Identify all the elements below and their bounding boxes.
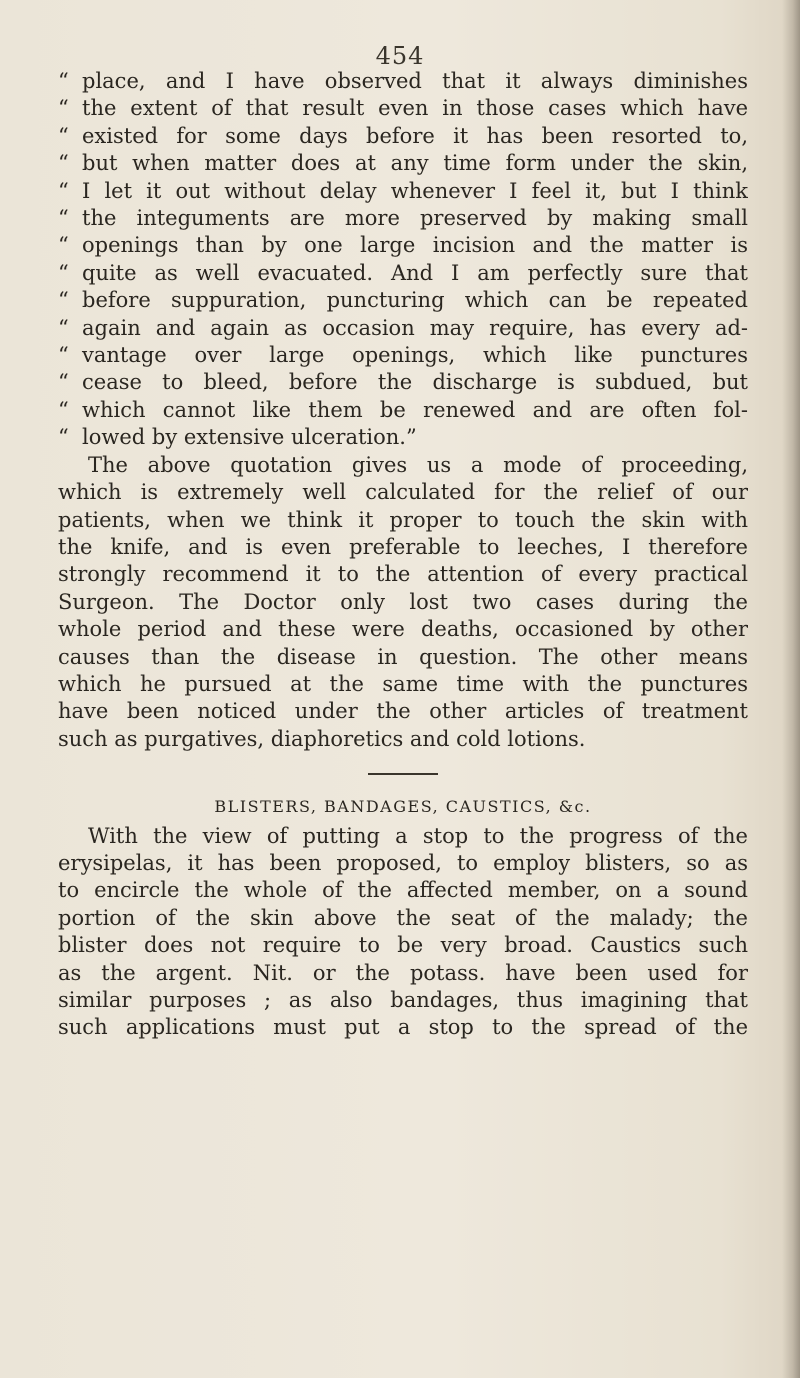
- text-line: such as purgatives, diaphoretics and cold lotions.: [58, 726, 586, 751]
- text-line: to encircle the whole of the affected member, on a sound: [58, 878, 748, 903]
- page-number: 454: [375, 42, 425, 70]
- text-line: Surgeon. The Doctor only lost two cases during the: [58, 589, 748, 614]
- quote-mark: “: [58, 233, 69, 258]
- text-line: the knife, and is even preferable to leeches, I therefore: [58, 534, 748, 559]
- quote-mark: “: [58, 69, 69, 93]
- quotation-block: [58, 68, 748, 452]
- quote-mark: “: [58, 178, 69, 203]
- quoted-line-text: before suppuration, puncturing which can be repeated: [82, 288, 748, 313]
- quote-mark: “: [58, 151, 69, 176]
- quote-mark: “: [58, 96, 69, 121]
- section-heading: BLISTERS, BANDAGES, CAUSTICS, &c.: [214, 797, 592, 817]
- quoted-line: [58, 68, 748, 95]
- text-line: whole period and these were deaths, occasioned by other: [58, 617, 748, 642]
- quoted-line-text: vantage over large openings, which like punctures: [82, 343, 748, 368]
- section-divider: [368, 773, 438, 775]
- quoted-line-text: the extent of that result even in those cases which have: [82, 96, 748, 121]
- paragraph-1: [58, 452, 748, 753]
- quoted-line: [58, 178, 748, 205]
- quoted-line-text: place, and I have observed that it always diminishes: [82, 69, 748, 93]
- quoted-line: [58, 397, 748, 424]
- quoted-line-text: the integuments are more preserved by making small: [82, 206, 748, 231]
- text-line: portion of the skin above the seat of the malady; the: [58, 905, 748, 930]
- quoted-line: [58, 424, 748, 451]
- quoted-line: [58, 315, 748, 342]
- quoted-line-text: quite as well evacuated. And I am perfectly sure that: [82, 260, 748, 285]
- quoted-line-text: which cannot like them be renewed and are often fol-: [82, 397, 748, 422]
- text-line: blister does not require to be very broad. Caustics such: [58, 933, 748, 958]
- quote-mark: “: [58, 425, 69, 450]
- quoted-line: [58, 287, 748, 314]
- quoted-line-text: cease to bleed, before the discharge is subdued, but: [82, 370, 748, 395]
- quote-mark: “: [58, 288, 69, 313]
- quote-mark: “: [58, 343, 69, 368]
- quoted-line: [58, 342, 748, 369]
- quoted-line: [58, 260, 748, 287]
- text-line: causes than the disease in question. The other means: [58, 644, 748, 669]
- quote-mark: “: [58, 370, 69, 395]
- text-line: strongly recommend it to the attention of every practical: [58, 562, 748, 587]
- quote-mark: “: [58, 260, 69, 285]
- text-line: as the argent. Nit. or the potass. have been used for: [58, 960, 748, 985]
- quoted-line: [58, 123, 748, 150]
- quoted-line-text: I let it out without delay whenever I feel it, but I think: [82, 178, 748, 203]
- quoted-line-text: lowed by extensive ulceration.”: [82, 425, 417, 450]
- text-line: have been noticed under the other articles of treatment: [58, 699, 748, 724]
- quote-mark: “: [58, 206, 69, 231]
- text-block: [58, 68, 748, 1042]
- quoted-line-text: but when matter does at any time form under the skin,: [82, 151, 748, 176]
- text-line: The above quotation gives us a mode of proceeding,: [88, 452, 748, 477]
- quoted-line: [58, 369, 748, 396]
- text-line: such applications must put a stop to the spread of the: [58, 1015, 748, 1040]
- quote-mark: “: [58, 123, 69, 148]
- quoted-line-text: existed for some days before it has been resorted to,: [82, 123, 748, 148]
- quoted-line: [58, 95, 748, 122]
- text-line: With the view of putting a stop to the progress of the: [88, 823, 748, 848]
- text-line: erysipelas, it has been proposed, to employ blisters, so as: [58, 850, 748, 875]
- text-line: patients, when we think it proper to touch the skin with: [58, 507, 748, 532]
- quoted-line: [58, 150, 748, 177]
- quoted-line-text: again and again as occasion may require, has every ad-: [82, 315, 748, 340]
- quote-mark: “: [58, 315, 69, 340]
- text-line: which is extremely well calculated for the relief of our: [58, 480, 748, 505]
- text-line: similar purposes ; as also bandages, thus imagining that: [58, 988, 748, 1012]
- quoted-line: [58, 232, 748, 259]
- quote-mark: “: [58, 397, 69, 422]
- quoted-line: [58, 205, 748, 232]
- quoted-line-text: openings than by one large incision and the matter is: [82, 233, 748, 258]
- paragraph-2: [58, 823, 748, 1042]
- page-edge-shadow: [782, 0, 800, 1378]
- text-line: which he pursued at the same time with the punctures: [58, 671, 748, 696]
